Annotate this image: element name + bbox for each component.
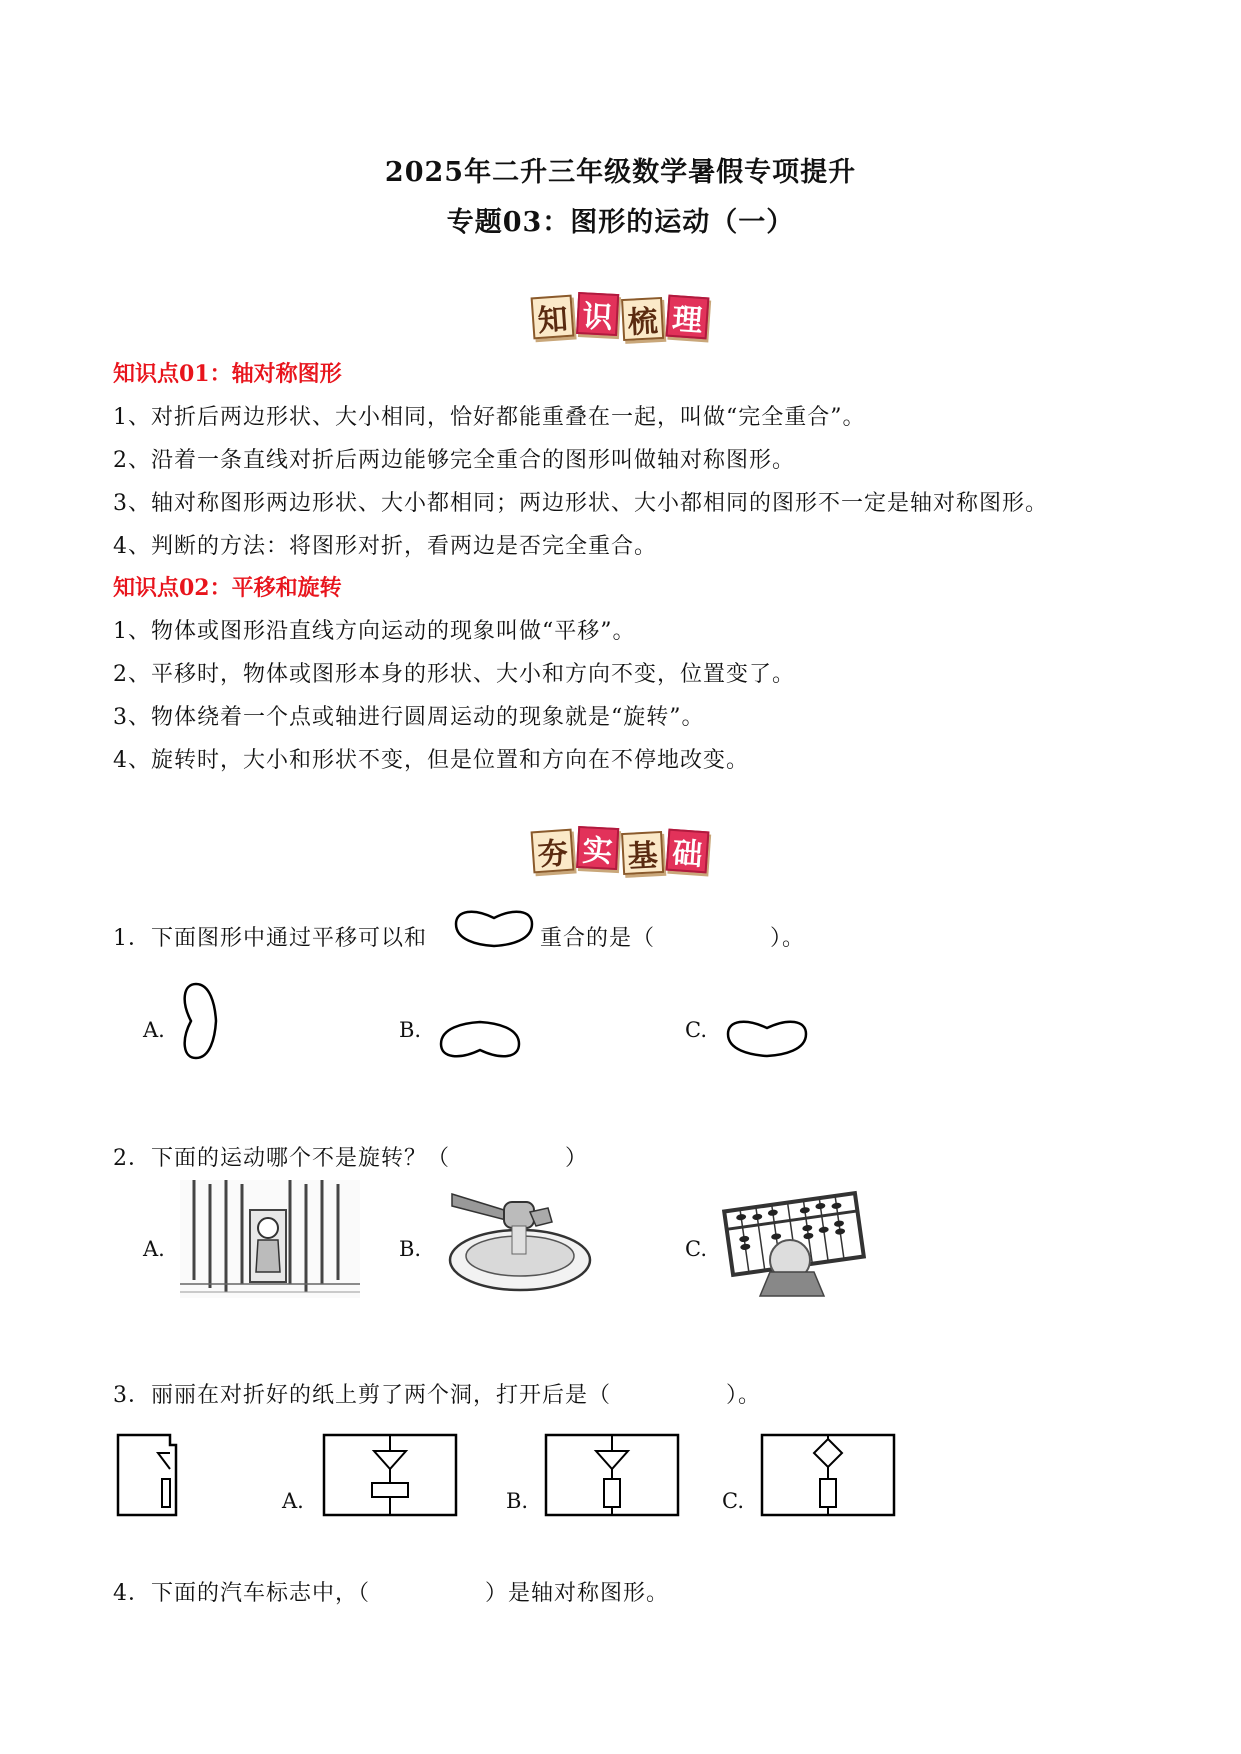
unfolded-option-c-figure[interactable] (760, 1433, 896, 1517)
knowledge-line: 2、沿着一条直线对折后两边能够完全重合的图形叫做轴对称图形。 (113, 448, 795, 473)
knowledge-heading-translation-rotation: 知识点02：平移和旋转 (113, 575, 342, 601)
option-a-label[interactable]: A. (282, 1489, 304, 1513)
section-banner-knowledge (532, 296, 708, 341)
question-1-suffix: 重合的是（ ）。 (540, 926, 806, 951)
heart-rotated-option-a[interactable] (180, 980, 232, 1062)
faucet-sink-illustration[interactable] (444, 1192, 594, 1296)
banner-char: 基 (621, 831, 664, 875)
option-b-label[interactable]: B. (506, 1489, 529, 1513)
option-c-label[interactable]: C. (685, 1018, 707, 1042)
banner-char: 梳 (621, 297, 664, 341)
section-banner-foundation (532, 830, 708, 875)
knowledge-heading-symmetry: 知识点01：轴对称图形 (113, 361, 342, 387)
banner-char: 知 (531, 295, 575, 340)
question-4-text: 4．下面的汽车标志中，（ ）是轴对称图形。 (113, 1581, 669, 1606)
knowledge-line: 3、轴对称图形两边形状、大小都相同；两边形状、大小都相同的图形不一定是轴对称图形。 (113, 491, 1049, 516)
knowledge-line: 3、物体绕着一个点或轴进行圆周运动的现象就是“旋转”。 (113, 705, 705, 730)
option-a-label[interactable]: A. (143, 1018, 165, 1042)
option-c-label[interactable]: C. (685, 1237, 707, 1261)
question-1-prefix: 1．下面图形中通过平移可以和 (113, 926, 427, 951)
heart-shape-option-c[interactable] (724, 1012, 810, 1064)
knowledge-line: 4、旋转时，大小和形状不变，但是位置和方向在不停地改变。 (113, 748, 749, 773)
heart-shape-reference (452, 902, 536, 954)
question-2-text: 2．下面的运动哪个不是旋转？（ ） (113, 1146, 588, 1171)
option-b-label[interactable]: B. (399, 1237, 422, 1261)
knowledge-line: 1、物体或图形沿直线方向运动的现象叫做“平移”。 (113, 619, 636, 644)
knowledge-line: 1、对折后两边形状、大小相同，恰好都能重叠在一起，叫做“完全重合”。 (113, 405, 866, 430)
folded-paper-figure (116, 1433, 188, 1517)
revolving-door-illustration[interactable] (180, 1180, 360, 1298)
unfolded-option-a-figure[interactable] (322, 1433, 458, 1517)
banner-char: 理 (666, 295, 710, 340)
knowledge-line: 2、平移时，物体或图形本身的形状、大小和方向不变，位置变了。 (113, 662, 795, 687)
banner-char: 实 (576, 826, 619, 870)
option-a-label[interactable]: A. (143, 1237, 165, 1261)
heart-upside-down-option-b[interactable] (437, 1016, 523, 1066)
unfolded-option-b-figure[interactable] (544, 1433, 680, 1517)
option-b-label[interactable]: B. (399, 1018, 422, 1042)
knowledge-line: 4、判断的方法：将图形对折，看两边是否完全重合。 (113, 534, 657, 559)
document-subtitle: 专题03：图形的运动（一） (446, 207, 795, 238)
banner-char: 识 (576, 292, 619, 336)
question-3-text: 3．丽丽在对折好的纸上剪了两个洞，打开后是（ ）。 (113, 1383, 761, 1408)
banner-char: 夯 (531, 829, 575, 874)
document-title: 2025年二升三年级数学暑假专项提升 (384, 157, 857, 188)
option-c-label[interactable]: C. (722, 1489, 744, 1513)
banner-char: 础 (666, 829, 710, 874)
abacus-illustration[interactable] (724, 1184, 864, 1296)
